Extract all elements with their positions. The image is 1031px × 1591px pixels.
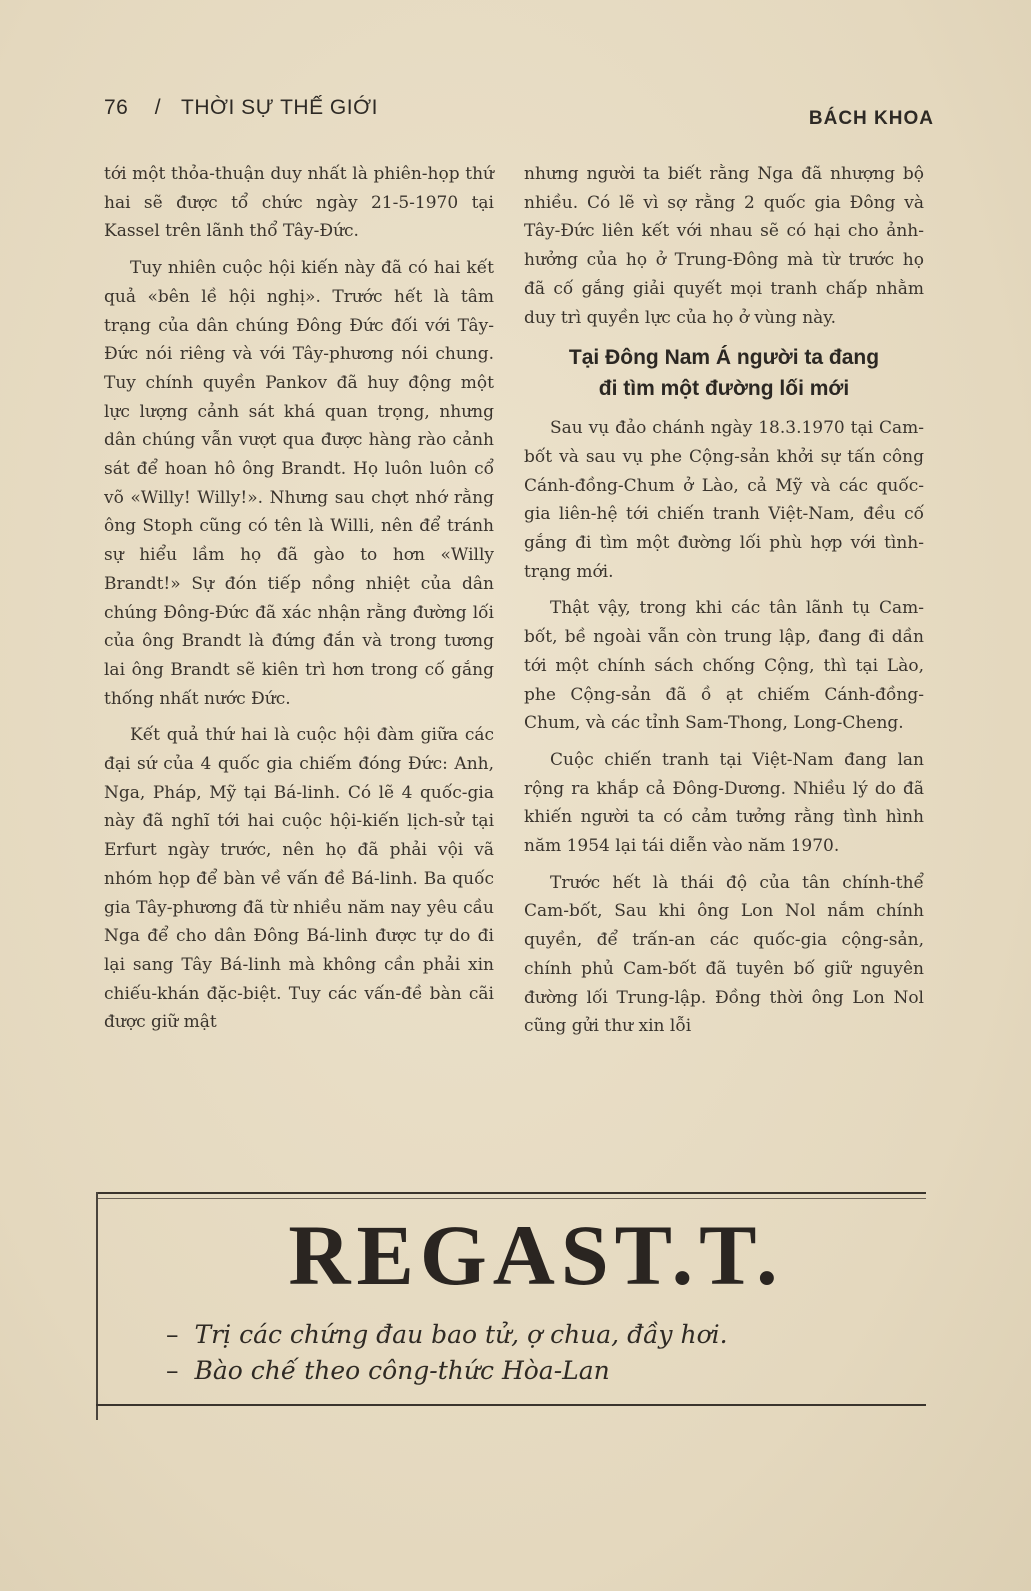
advertisement-box — [96, 1192, 926, 1420]
right-paragraph-1: Sau vụ đảo chánh ngày 18.3.1970 tại Cam-bốt và sau vụ phe Cộng-sản khởi sự tấn công Cánh-đồng-Chum ở Lào, cả Mỹ và các quốc-gia liên-hệ tới chiến tranh Việt-Nam, đều cố gắng đi tìm một đường lối phù hợp với tình-trạng mới. — [524, 418, 924, 582]
ad-top-rule-thin — [96, 1198, 926, 1199]
ad-line-1 — [166, 1318, 886, 1352]
left-paragraph-3: Kết quả thứ hai là cuộc hội đàm giữa các đại sứ của 4 quốc gia chiếm đóng Đức: Anh, Nga, Pháp, Mỹ tại Bá-linh. Có lẽ 4 quốc-gia này đã nghĩ tới hai cuộc hội-kiến lịch-sử tại Erfurt ngày trước, nên họ đã phải vội vã nhóm họp để bàn về vấn đề Bá-linh. Ba quốc gia Tây-phương đã từ nhiều năm nay yêu cầu Nga để cho dân Đông Bá-linh được tự do đi lại sang Tây Bá-linh mà không cần phải xin chiếu-khán đặc-biệt. Tuy các vấn-đề bàn cãi được giữ mật — [104, 725, 494, 1033]
page-header — [104, 96, 934, 136]
page-number: 76 — [104, 96, 129, 119]
ad-bottom-rule — [96, 1404, 926, 1406]
header-left — [104, 96, 378, 120]
ad-dash-2: – — [166, 1356, 179, 1385]
ad-top-rule — [96, 1192, 926, 1194]
header-separator: / — [154, 96, 162, 119]
section-heading-line-1: Tại Đông Nam Á người ta đang — [568, 346, 880, 370]
right-paragraph-3: Cuộc chiến tranh tại Việt-Nam đang lan rộng ra khắp cả Đông-Dương. Nhiều lý do đã khiến người ta có cảm tưởng rằng tình hình năm 1954 lại tái diễn vào năm 1970. — [524, 749, 924, 857]
ad-line-1-text: Trị các chứng đau bao tử, ợ chua, đầy hơi. — [194, 1320, 728, 1349]
ad-line-2 — [166, 1354, 886, 1388]
ad-line-2-text: Bào chế theo công-thức Hòa-Lan — [194, 1356, 610, 1385]
left-paragraph-1: tới một thỏa-thuận duy nhất là phiên-họp thứ hai sẽ được tổ chức ngày 21-5-1970 tại Kassel trên lãnh thổ Tây-Đức. — [104, 164, 494, 242]
ad-dash-1: – — [166, 1320, 179, 1349]
ad-left-rule — [96, 1192, 98, 1420]
right-paragraph-2: Thật vậy, trong khi các tân lãnh tụ Cam-bốt, bề ngoài vẫn còn trung lập, đang đi dần tới một chính sách chống Cộng, thì tại Lào, phe Cộng-sản đã ồ ạt chiếm Cánh-đồng-Chum, và các tỉnh Sam-Thong, Long-Cheng. — [524, 598, 924, 734]
right-intro-paragraph: nhưng người ta biết rằng Nga đã nhượng bộ nhiều. Có lẽ vì sợ rằng 2 quốc gia Đông và Tây-Đức liên kết với nhau sẽ có hại cho ảnh-hưởng của họ ở Trung-Đông mà từ trước họ đã cố gắng giải quyết mọi tranh chấp nhằm duy trì quyền lực của họ ở vùng này. — [524, 164, 924, 328]
right-paragraph-4: Trước hết là thái độ của tân chính-thể Cam-bốt, Sau khi ông Lon Nol nắm chính quyền, để trấn-an các quốc-gia cộng-sản, chính phủ Cam-bốt đã tuyên bố giữ nguyên đường lối Trung-lập. Đồng thời ông Lon Nol cũng gửi thư xin lỗi — [524, 872, 924, 1037]
section-title: THỜI SỰ THẾ GIỚI — [181, 96, 378, 119]
section-heading — [524, 342, 924, 404]
left-paragraph-2: Tuy nhiên cuộc hội kiến này đã có hai kết quả «bên lề hội nghị». Trước hết là tâm trạng của dân chúng Đông Đức đối với Tây-Đức nói riêng và với Tây-phương nói chung. Tuy chính quyền Pankov đã huy động một lực lượng cảnh sát khá quan trọng, nhưng dân chúng vẫn vượt qua được hàng rào cảnh sát để hoan hô ông Brandt. Họ luôn luôn cổ võ «Willy! Willy!». Nhưng sau chợt nhớ rằng ông Stoph cũng có tên là Willi, nên để tránh sự hiểu lầm họ đã gào to hơn «Willy Brandt!» Sự đón tiếp nồng nhiệt của dân chúng Đông-Đức đã xác nhận rằng đường lối của ông Brandt là đứng đắn và trong tương lai ông Brandt sẽ kiên trì hơn trong cố gắng thống nhất nước Đức. — [104, 258, 494, 709]
right-column — [524, 160, 924, 1049]
left-column — [104, 160, 494, 1045]
ad-brand-name: REGAST.T. — [288, 1207, 784, 1303]
magazine-title: BÁCH KHOA — [808, 108, 934, 129]
section-heading-line-2: đi tìm một đường lối mới — [598, 377, 850, 401]
